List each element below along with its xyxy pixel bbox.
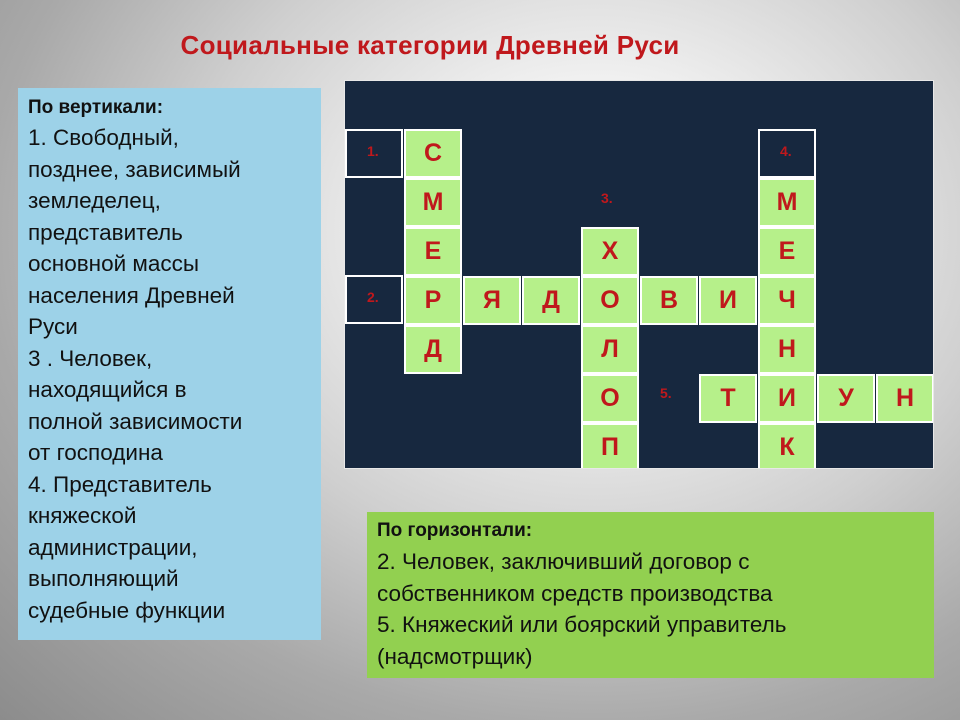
vertical-clue-line: населения Древней bbox=[28, 282, 235, 308]
vertical-clue-line: выполняющий bbox=[28, 566, 179, 591]
clue-number: 5. bbox=[660, 385, 672, 401]
crossword-cell[interactable]: В bbox=[640, 276, 698, 325]
crossword-cell[interactable]: Л bbox=[581, 325, 639, 374]
crossword-cell[interactable]: Д bbox=[522, 276, 580, 325]
clue-number-cell bbox=[345, 275, 403, 324]
crossword-cell[interactable]: М bbox=[404, 178, 462, 227]
vertical-clue-line: основной массы bbox=[28, 251, 200, 276]
crossword-cell[interactable]: К bbox=[758, 423, 816, 469]
vertical-clues-panel bbox=[18, 88, 321, 640]
crossword-cell[interactable]: Н bbox=[876, 374, 934, 423]
crossword-cell[interactable]: О bbox=[581, 276, 639, 325]
vertical-clue-line: 3 . Человек, bbox=[28, 345, 153, 371]
crossword-cell[interactable]: Е bbox=[758, 227, 816, 276]
crossword-grid bbox=[344, 80, 934, 469]
crossword-cell[interactable]: Д bbox=[404, 325, 462, 374]
clue-number: 3. bbox=[601, 190, 613, 206]
clue-number-cell bbox=[758, 129, 816, 178]
horizontal-clue-line: 5. Княжеский или боярский управитель bbox=[377, 612, 787, 637]
vertical-clue-line: находящийся в bbox=[28, 377, 187, 402]
vertical-clues-heading: По вертикали: bbox=[28, 97, 164, 118]
crossword-cell[interactable]: У bbox=[817, 374, 875, 423]
crossword-cell[interactable]: Х bbox=[581, 227, 639, 276]
vertical-clue-line: 4. Представитель bbox=[28, 471, 212, 497]
crossword-cell[interactable]: С bbox=[404, 129, 462, 178]
crossword-cell[interactable]: М bbox=[758, 178, 816, 227]
horizontal-clues-heading: По горизонтали: bbox=[377, 520, 533, 541]
crossword-cell[interactable]: Е bbox=[404, 227, 462, 276]
vertical-clue-line: княжеской bbox=[28, 503, 137, 528]
crossword-cell[interactable]: Н bbox=[758, 325, 816, 374]
crossword-cell[interactable]: Р bbox=[404, 276, 462, 325]
crossword-cell[interactable]: Ч bbox=[758, 276, 816, 325]
vertical-clue-line: администрации, bbox=[28, 534, 198, 560]
clue-number-cell bbox=[345, 129, 403, 178]
horizontal-clue-line: собственником средств производства bbox=[377, 580, 773, 606]
vertical-clue-line: Руси bbox=[28, 314, 78, 339]
crossword-cell[interactable]: О bbox=[581, 374, 639, 423]
vertical-clue-line: представитель bbox=[28, 219, 183, 245]
vertical-clue-line: от господина bbox=[28, 440, 163, 465]
crossword-cell[interactable]: П bbox=[581, 423, 639, 469]
clue-number: 4. bbox=[780, 143, 792, 159]
vertical-clue-line: 1. Свободный, bbox=[28, 125, 179, 150]
vertical-clue-line: полной зависимости bbox=[28, 408, 243, 434]
horizontal-clues-panel bbox=[367, 512, 934, 678]
clue-number-cell bbox=[581, 178, 639, 227]
crossword-cell[interactable]: Т bbox=[699, 374, 757, 423]
slide-title: Социальные категории Древней Руси bbox=[180, 30, 680, 60]
crossword-cell[interactable]: И bbox=[758, 374, 816, 423]
crossword-cell[interactable]: Я bbox=[463, 276, 521, 325]
vertical-clue-line: позднее, зависимый bbox=[28, 156, 241, 182]
clue-number-cell bbox=[640, 373, 698, 422]
crossword-cell[interactable]: И bbox=[699, 276, 757, 325]
clue-number: 2. bbox=[367, 289, 379, 305]
horizontal-clue-line: (надсмотрщик) bbox=[377, 643, 533, 669]
horizontal-clue-line: 2. Человек, заключивший договор с bbox=[377, 549, 750, 574]
vertical-clue-line: земледелец, bbox=[28, 188, 161, 213]
vertical-clue-line: судебные функции bbox=[28, 597, 226, 623]
clue-number: 1. bbox=[367, 143, 379, 159]
